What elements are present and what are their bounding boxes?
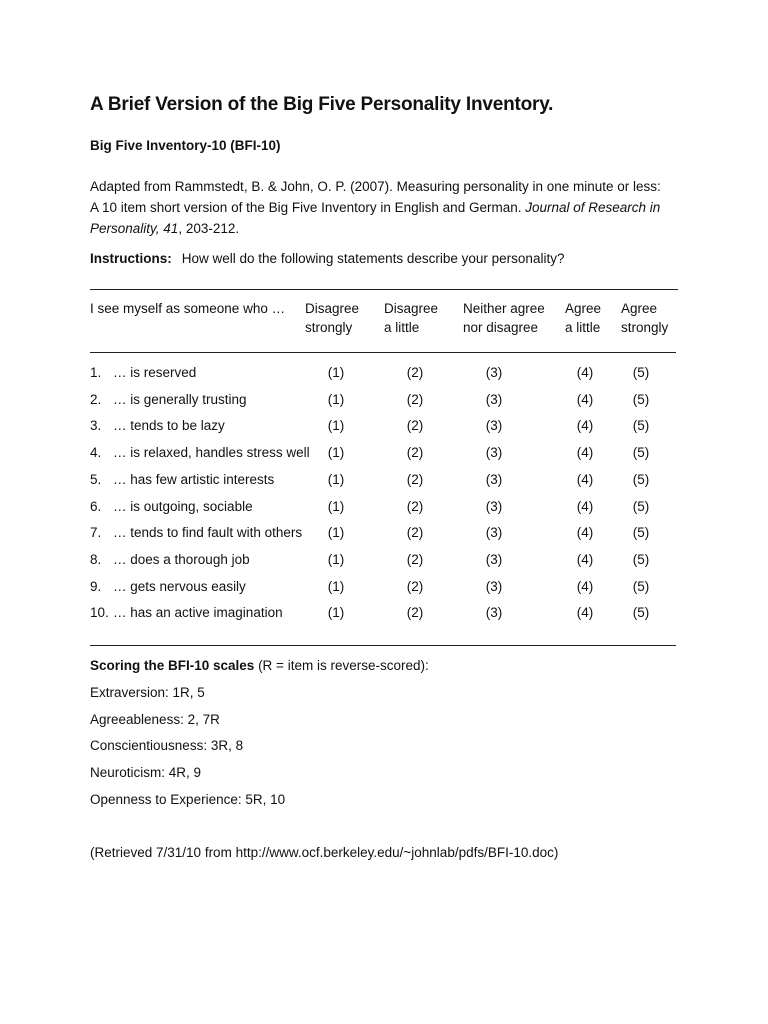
rating-option-3: (3)	[485, 392, 503, 407]
header-line: strongly	[305, 320, 353, 335]
item-statement: … gets nervous easily	[113, 579, 246, 594]
rating-option-1: (1)	[327, 445, 345, 460]
rating-option-3: (3)	[485, 365, 503, 380]
header-line: a little	[565, 320, 601, 335]
item-statement: … is generally trusting	[113, 392, 247, 407]
header-line: Neither agree	[463, 301, 545, 316]
item-statement: … is relaxed, handles stress well	[113, 445, 310, 460]
rating-option-2: (2)	[406, 525, 424, 540]
rating-option-1: (1)	[327, 499, 345, 514]
rating-option-1: (1)	[327, 392, 345, 407]
citation-line-2	[90, 197, 690, 218]
rating-option-2: (2)	[406, 418, 424, 433]
header-rule	[90, 352, 676, 353]
item-number: 5.	[90, 472, 102, 487]
rating-option-3: (3)	[485, 445, 503, 460]
rating-option-2: (2)	[406, 499, 424, 514]
rating-option-4: (4)	[576, 605, 594, 620]
rating-option-5: (5)	[632, 418, 650, 433]
rating-option-1: (1)	[327, 365, 345, 380]
item-statement: … tends to be lazy	[113, 418, 225, 433]
item-number: 7.	[90, 525, 102, 540]
scale-agreeableness: Agreeableness: 2, 7R	[90, 712, 220, 727]
scale-neuroticism: Neuroticism: 4R, 9	[90, 765, 202, 780]
header-neither	[463, 299, 545, 337]
item-number: 9.	[90, 579, 102, 594]
header-agree-a-little	[565, 299, 601, 337]
header-agree-strongly	[621, 299, 668, 337]
rating-option-2: (2)	[406, 472, 424, 487]
rating-option-3: (3)	[485, 605, 503, 620]
retrieved-note: (Retrieved 7/31/10 from http://www.ocf.berkeley.edu/~johnlab/pdfs/BFI-10.doc)	[90, 845, 559, 860]
citation-pages: , 203-212.	[178, 221, 240, 236]
rating-option-3: (3)	[485, 525, 503, 540]
rating-option-1: (1)	[327, 605, 345, 620]
rating-option-5: (5)	[632, 445, 650, 460]
rating-option-4: (4)	[576, 445, 594, 460]
rating-option-4: (4)	[576, 499, 594, 514]
item-number: 4.	[90, 445, 102, 460]
rating-option-5: (5)	[632, 605, 650, 620]
header-line: strongly	[621, 320, 669, 335]
rating-option-5: (5)	[632, 365, 650, 380]
rating-option-4: (4)	[576, 418, 594, 433]
journal-volume: Personality, 41	[90, 221, 179, 236]
header-line: Agree	[621, 301, 658, 316]
scale-conscientiousness: Conscientiousness: 3R, 8	[90, 738, 244, 753]
bottom-rule	[90, 645, 676, 646]
citation-line-2-text: A 10 item short version of the Big Five Inventory in English and German.	[90, 200, 526, 215]
table-stem: I see myself as someone who …	[90, 301, 286, 316]
rating-option-5: (5)	[632, 552, 650, 567]
item-statement: … is reserved	[113, 365, 197, 380]
rating-option-2: (2)	[406, 445, 424, 460]
header-line: nor disagree	[463, 320, 539, 335]
scale-openness: Openness to Experience: 5R, 10	[90, 792, 286, 807]
item-statement: … has few artistic interests	[113, 472, 275, 487]
rating-option-1: (1)	[327, 579, 345, 594]
scoring-heading	[90, 658, 429, 673]
header-line: Disagree	[305, 301, 360, 316]
rating-option-3: (3)	[485, 579, 503, 594]
rating-option-1: (1)	[327, 472, 345, 487]
citation	[90, 176, 690, 239]
rating-option-1: (1)	[327, 552, 345, 567]
scoring-heading-rest: (R = item is reverse-scored):	[254, 658, 429, 673]
item-number: 6.	[90, 499, 102, 514]
header-line: a little	[384, 320, 420, 335]
rating-option-4: (4)	[576, 392, 594, 407]
item-number: 10.	[90, 605, 109, 620]
journal-name: Journal of Research in	[525, 200, 661, 215]
scale-extraversion: Extraversion: 1R, 5	[90, 685, 205, 700]
rating-option-5: (5)	[632, 525, 650, 540]
rating-option-5: (5)	[632, 472, 650, 487]
rating-option-2: (2)	[406, 552, 424, 567]
item-number: 3.	[90, 418, 102, 433]
rating-option-2: (2)	[406, 605, 424, 620]
instructions	[90, 251, 564, 266]
item-number: 1.	[90, 365, 102, 380]
item-statement: … has an active imagination	[113, 605, 283, 620]
instructions-label: Instructions:	[90, 251, 172, 266]
header-disagree-a-little	[384, 299, 438, 337]
rating-option-2: (2)	[406, 365, 424, 380]
rating-option-3: (3)	[485, 472, 503, 487]
rating-option-5: (5)	[632, 392, 650, 407]
rating-option-4: (4)	[576, 552, 594, 567]
item-statement: … is outgoing, sociable	[113, 499, 253, 514]
rating-option-4: (4)	[576, 525, 594, 540]
rating-option-3: (3)	[485, 418, 503, 433]
item-number: 2.	[90, 392, 102, 407]
rating-option-5: (5)	[632, 579, 650, 594]
rating-option-1: (1)	[327, 525, 345, 540]
item-statement: … does a thorough job	[113, 552, 250, 567]
rating-option-2: (2)	[406, 392, 424, 407]
instructions-text: How well do the following statements describe your personality?	[181, 251, 565, 266]
item-statement: … tends to find fault with others	[113, 525, 303, 540]
item-number: 8.	[90, 552, 102, 567]
rating-option-3: (3)	[485, 499, 503, 514]
rating-option-5: (5)	[632, 499, 650, 514]
document-subtitle: Big Five Inventory-10 (BFI-10)	[90, 138, 281, 153]
header-line: Agree	[565, 301, 602, 316]
rating-option-1: (1)	[327, 418, 345, 433]
rating-option-4: (4)	[576, 579, 594, 594]
rating-option-2: (2)	[406, 579, 424, 594]
rating-option-4: (4)	[576, 365, 594, 380]
citation-line-1: Adapted from Rammstedt, B. & John, O. P. (2007). Measuring personality in one minute or less:	[90, 179, 661, 194]
citation-line-3	[90, 218, 690, 239]
scoring-heading-bold: Scoring the BFI-10 scales	[90, 658, 255, 673]
header-disagree-strongly	[305, 299, 359, 337]
header-line: Disagree	[384, 301, 439, 316]
rating-option-3: (3)	[485, 552, 503, 567]
top-rule	[90, 289, 678, 290]
document-title: A Brief Version of the Big Five Personality Inventory.	[90, 94, 554, 115]
rating-option-4: (4)	[576, 472, 594, 487]
